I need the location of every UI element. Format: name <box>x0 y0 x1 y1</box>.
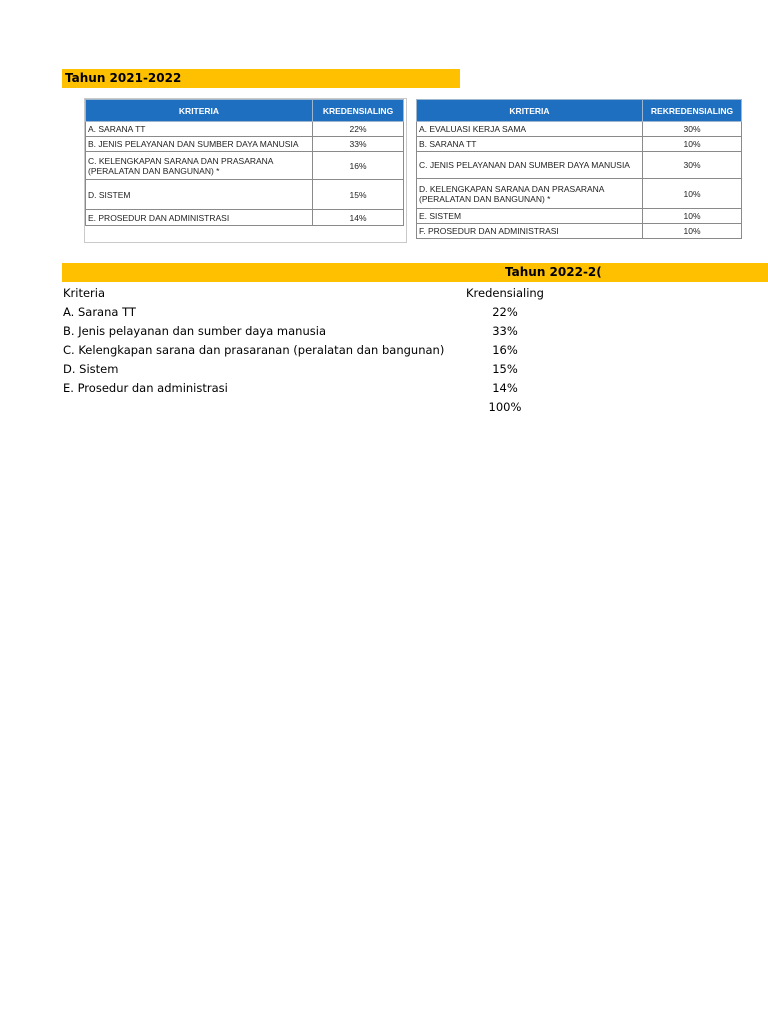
criteria-cell: A. EVALUASI KERJA SAMA <box>417 122 643 137</box>
value-cell: 10% <box>643 224 742 239</box>
sheet-row <box>0 360 768 379</box>
sheet-row <box>0 341 768 360</box>
table-row <box>417 152 742 179</box>
table-row <box>86 122 404 137</box>
criteria-cell: A. SARANA TT <box>86 122 313 137</box>
total-cell: 100% <box>488 400 522 414</box>
criteria-cell: A. Sarana TT <box>63 305 136 319</box>
table-row <box>417 122 742 137</box>
column-header-kriteria: KRITERIA <box>417 100 643 122</box>
header-kredensialing: Kredensialing <box>466 286 544 300</box>
value-cell: 10% <box>643 209 742 224</box>
criteria-cell: E. Prosedur dan administrasi <box>63 381 228 395</box>
value-cell: 14% <box>313 210 404 226</box>
table-row <box>417 179 742 209</box>
year-2022-header <box>62 263 768 282</box>
value-cell: 33% <box>313 137 404 152</box>
column-header-kriteria: KRITERIA <box>86 100 313 122</box>
column-header-kredensialing: KREDENSIALING <box>313 100 404 122</box>
criteria-cell: C. KELENGKAPAN SARANA DAN PRASARANA (PERALATAN DAN BANGUNAN) * <box>86 152 313 180</box>
value-cell: 15% <box>313 180 404 210</box>
value-cell: 22% <box>313 122 404 137</box>
value-cell: 14% <box>492 381 518 395</box>
table-row <box>417 224 742 239</box>
criteria-cell: B. Jenis pelayanan dan sumber daya manusia <box>63 324 326 338</box>
criteria-cell: F. PROSEDUR DAN ADMINISTRASI <box>417 224 643 239</box>
criteria-cell: D. Sistem <box>63 362 119 376</box>
sheet-row <box>0 379 768 398</box>
value-cell: 30% <box>643 152 742 179</box>
sheet-row <box>0 322 768 341</box>
criteria-cell: E. SISTEM <box>417 209 643 224</box>
value-cell: 10% <box>643 179 742 209</box>
sheet-row <box>0 303 768 322</box>
year-2022-title: Tahun 2022-2( <box>505 265 602 279</box>
criteria-cell: E. PROSEDUR DAN ADMINISTRASI <box>86 210 313 226</box>
header-kriteria: Kriteria <box>63 286 106 300</box>
criteria-cell: D. SISTEM <box>86 180 313 210</box>
value-cell: 16% <box>492 343 518 357</box>
value-cell: 33% <box>492 324 518 338</box>
criteria-cell: C. Kelengkapan sarana dan prasaranan (peralatan dan bangunan) <box>63 343 445 357</box>
sheet-header-row <box>0 284 768 303</box>
table-row <box>86 137 404 152</box>
table-row <box>86 210 404 226</box>
value-cell: 15% <box>492 362 518 376</box>
rekredensialing-table-2021 <box>416 99 742 239</box>
table-row <box>86 180 404 210</box>
criteria-cell: D. KELENGKAPAN SARANA DAN PRASARANA (PERALATAN DAN BANGUNAN) * <box>417 179 643 209</box>
sheet-total-row <box>0 398 768 417</box>
criteria-cell: B. JENIS PELAYANAN DAN SUMBER DAYA MANUSIA <box>86 137 313 152</box>
criteria-cell: C. JENIS PELAYANAN DAN SUMBER DAYA MANUSIA <box>417 152 643 179</box>
column-header-rekredensialing: REKREDENSIALING <box>643 100 742 122</box>
kredensialing-table-2021 <box>85 99 404 226</box>
table-row <box>417 209 742 224</box>
table-row <box>86 152 404 180</box>
table-row <box>417 137 742 152</box>
criteria-cell: B. SARANA TT <box>417 137 643 152</box>
value-cell: 30% <box>643 122 742 137</box>
value-cell: 16% <box>313 152 404 180</box>
year-2021-header <box>62 69 460 88</box>
year-2021-title: Tahun 2021-2022 <box>65 71 182 85</box>
value-cell: 10% <box>643 137 742 152</box>
value-cell: 22% <box>492 305 518 319</box>
